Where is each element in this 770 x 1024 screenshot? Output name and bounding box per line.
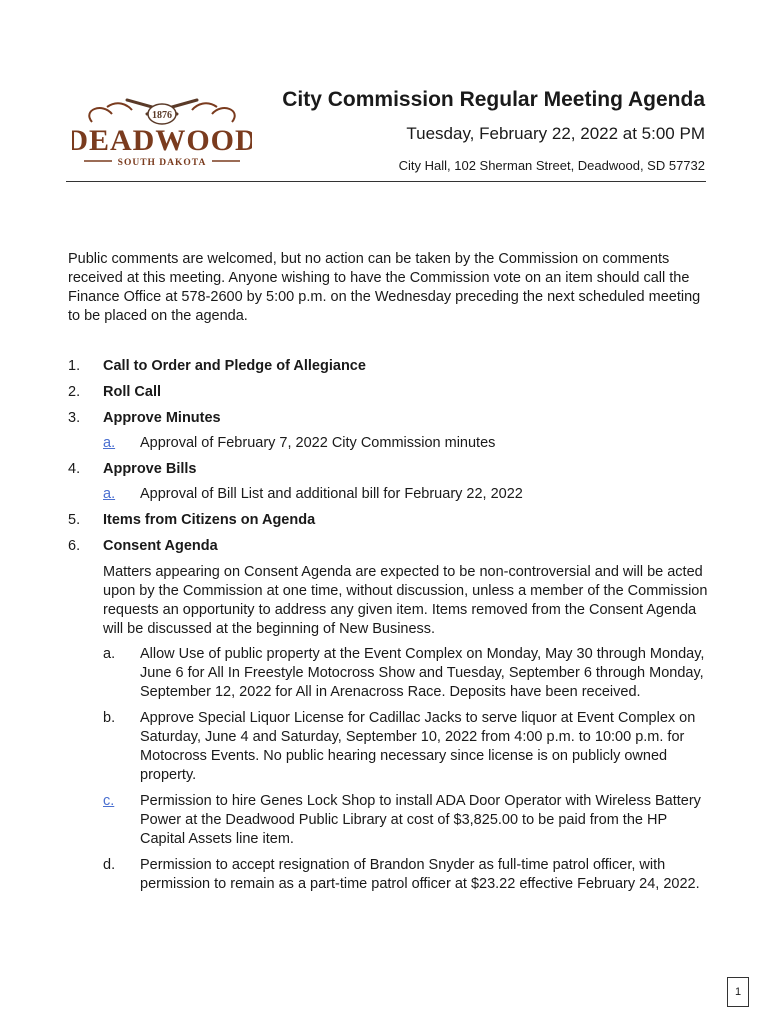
sub-item: [103, 434, 708, 453]
item-number: 1.: [68, 358, 81, 374]
sub-item-text: Permission to accept resignation of Brandon Snyder as full-time patrol officer, with permission to remain as a part-time patrol officer at $23.22 effective February 24, 2022.: [140, 857, 700, 892]
agenda-list: [68, 357, 708, 901]
sub-item-link[interactable]: a.: [103, 486, 116, 502]
header-divider: [66, 181, 706, 182]
sub-item: [103, 792, 708, 849]
sub-item-letter: a.: [103, 646, 116, 662]
agenda-item: [68, 383, 708, 402]
item-number: 4.: [68, 461, 81, 477]
agenda-item: [68, 409, 708, 453]
item-title: Approve Bills: [103, 461, 197, 477]
sub-item: [103, 645, 708, 702]
deadwood-logo: [72, 92, 252, 172]
sub-item-link[interactable]: a.: [103, 435, 116, 451]
item-title: Call to Order and Pledge of Allegiance: [103, 358, 366, 374]
logo-state: SOUTH DAKOTA: [117, 158, 207, 168]
item-number: 5.: [68, 512, 81, 528]
item-title: Roll Call: [103, 384, 162, 400]
sub-item-text: Approval of February 7, 2022 City Commission minutes: [140, 435, 496, 451]
logo-name: DEADWOOD: [72, 124, 252, 157]
sub-item-text: Approval of Bill List and additional bill for February 22, 2022: [140, 486, 523, 502]
sub-item-link[interactable]: c.: [103, 793, 115, 809]
item-number: 2.: [68, 384, 81, 400]
logo-year: 1876: [152, 110, 172, 121]
item-title: Items from Citizens on Agenda: [103, 512, 316, 528]
consent-description: Matters appearing on Consent Agenda are expected to be non-controversial and will be acted upon by the Commission at one time, without discussion, unless a member of the Commission requests an opportunity to address any given item. Items removed from the Consent Agenda will be discussed at the beginning of New Business.: [103, 564, 708, 637]
meeting-address: City Hall, 102 Sherman Street, Deadwood, SD 57732: [398, 158, 705, 173]
intro-paragraph: Public comments are welcomed, but no action can be taken by the Commission on comments received at this meeting. Anyone wishing to have the Commission vote on an item should call the Finance Office at 578-2600 by 5:00 p.m. on the Wednesday preceding the next scheduled meeting to be placed on the agenda.: [68, 251, 701, 324]
agenda-item: [68, 511, 708, 530]
sub-item: [103, 856, 708, 894]
meeting-date: Tuesday, February 22, 2022 at 5:00 PM: [406, 124, 705, 143]
sub-item-text: Allow Use of public property at the Event Complex on Monday, May 30 through Monday, June 6 for All In Freestyle Motocross Show and Tuesday, September 6 through Monday, September 12, 2022 for All in Arenacross Race. Deposits have been received.: [140, 646, 705, 700]
item-number: 6.: [68, 538, 81, 554]
agenda-item: [68, 357, 708, 376]
item-title: Approve Minutes: [103, 410, 221, 426]
page-title: City Commission Regular Meeting Agenda: [282, 88, 705, 111]
sub-item: [103, 485, 708, 504]
sub-item-text: Permission to hire Genes Lock Shop to install ADA Door Operator with Wireless Battery Power at the Deadwood Public Library at cost of $3,825.00 to be paid from the HP Capital Assets line item.: [140, 793, 701, 847]
sub-item-letter: b.: [103, 710, 116, 726]
agenda-item: [68, 537, 708, 894]
sub-item-letter: d.: [103, 857, 116, 873]
sub-item: [103, 709, 708, 785]
item-number: 3.: [68, 410, 81, 426]
agenda-item: [68, 460, 708, 504]
sub-item-text: Approve Special Liquor License for Cadillac Jacks to serve liquor at Event Complex on Saturday, June 4 and Saturday, September 10, 2022 from 4:00 p.m. to 10:00 p.m. for Motocross Events. No public hearing necessary since license is on publicly owned property.: [140, 710, 696, 783]
page-number: 1: [727, 977, 749, 1007]
item-title: Consent Agenda: [103, 538, 218, 554]
